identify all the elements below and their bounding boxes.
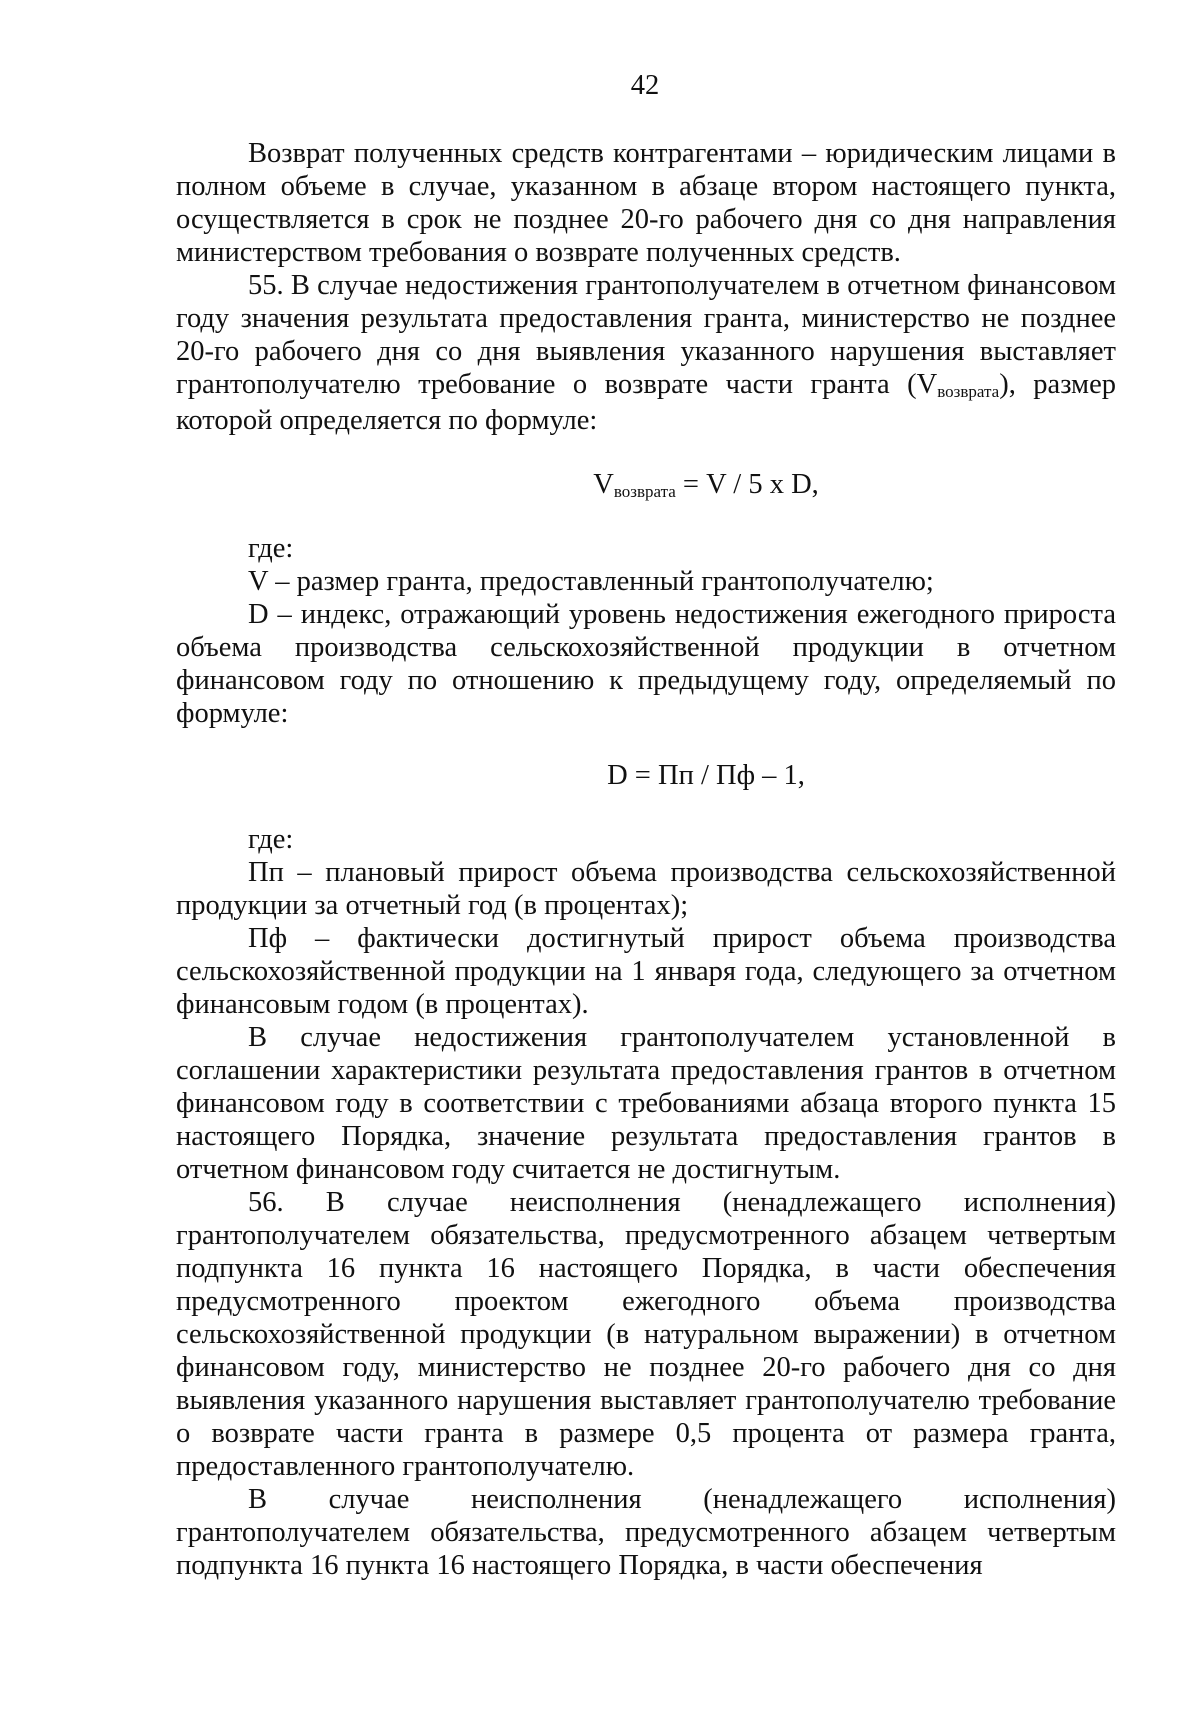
paragraph-56: 56. В случае неисполнения (ненадлежащего исполнения) грантополучателем обязательства, предусмотренного абзацем четвертым подпункта 16 пункта 16 настоящего Порядка, в части обеспечения предусмотренного проектом ежегодного объема производства сельскохозяйственной продукции (в натуральном выражении) в отчетном финансовом году, министерство не позднее 20-го рабочего дня со дня выявления указанного нарушения выставляет грантополучателю требование о возврате части гранта в размере 0,5 процента от размера гранта, предоставленного грантополучателю. <box>176 1187 1116 1482</box>
formula-1-block <box>176 468 1116 504</box>
definitions-block-1 <box>176 532 1116 730</box>
formula-2-block <box>176 759 1116 792</box>
paragraph-characteristic: В случае недостижения грантополучателем установленной в соглашении характеристики результата предоставления грантов в отчетном финансовом году в соответствии с требованиями абзаца второго пункта 15 настоящего Порядка, значение результата предоставления грантов в отчетном финансовом году считается не достигнутым. <box>176 1022 1116 1185</box>
definition-v: V – размер гранта, предоставленный грантополучателю; <box>248 566 934 597</box>
definition-pp: Пп – плановый прирост объема производства сельскохозяйственной продукции за отчетный год (в процентах); <box>176 857 1116 921</box>
text-block-top <box>176 137 1116 437</box>
where-label-1: где: <box>248 533 294 564</box>
definition-d: D – индекс, отражающий уровень недостижения ежегодного прироста объема производства сельскохозяйственной продукции в отчетном финансовом году по отношению к предыдущему году, определяемый по формуле: <box>176 599 1116 729</box>
text-block-bottom <box>176 823 1116 1582</box>
page-number: 42 <box>630 70 660 101</box>
paragraph-55-subscript: возврата <box>937 382 1000 401</box>
where-label-2: где: <box>248 824 294 855</box>
paragraph-55-text: 55. В случае недостижения грантополучателем в отчетном финансовом году значения результата предоставления гранта, министерство не позднее 20-го рабочего дня со дня выявления указанного нарушения выставляет грантополучателю требование о возврате части гранта (V <box>176 270 1116 400</box>
paragraph-55-tail: ), размер которой определяется по формуле: <box>176 369 1116 436</box>
paragraph-55 <box>176 269 1116 437</box>
definition-pf: Пф – фактически достигнутый прирост объема производства сельскохозяйственной продукции на 1 января года, следующего за отчетном финансовым годом (в процентах). <box>176 923 1116 1020</box>
formula-v-return: Vвозврата = V / 5 x D, <box>593 469 819 501</box>
paragraph-return-funds: Возврат полученных средств контрагентами – юридическим лицами в полном объеме в случае, указанном в абзаце втором настоящего пункта, осуществляется в срок не позднее 20-го рабочего дня со дня направления министерством требования о возврате полученных средств. <box>176 138 1116 268</box>
paragraph-last: В случае неисполнения (ненадлежащего исполнения) грантополучателем обязательства, предусмотренного абзацем четвертым подпункта 16 пункта 16 настоящего Порядка, в части обеспечения <box>176 1484 1116 1581</box>
formula-d: D = Пп / Пф – 1, <box>607 760 805 791</box>
